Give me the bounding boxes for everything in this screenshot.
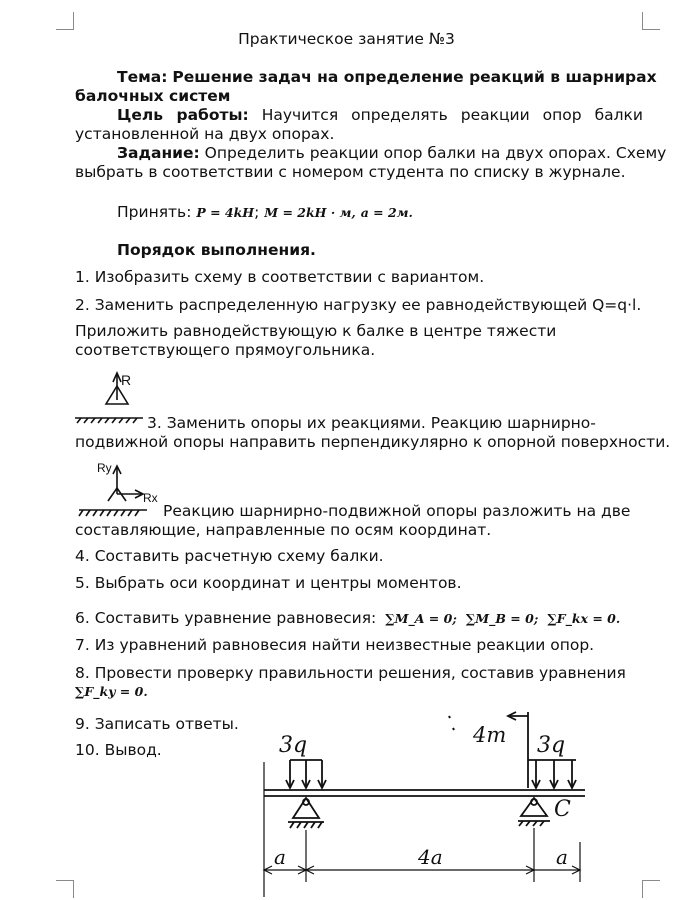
- left-distributed-load: [286, 760, 326, 788]
- step-5: 5. Выбрать оси координат и центры моментов.: [75, 574, 462, 592]
- dimension-label-a-left: a: [274, 845, 286, 869]
- ink-dot: [449, 716, 450, 718]
- tema-line-1: [75, 68, 657, 86]
- accept-separator: ;: [254, 203, 260, 221]
- task-text-1: Определить реакции опор балки на двух опорах. Схему: [204, 144, 667, 162]
- step-3b-line-2: составляющие, направленные по осям координат.: [75, 521, 492, 539]
- step-2-continuation-1: Приложить равнодействующую к балке в центре тяжести: [75, 322, 557, 340]
- task-label: Задание:: [117, 144, 200, 162]
- step-3-line-1: 3. Заменить опоры их реакциями. Реакцию шарнирно-: [147, 414, 596, 432]
- accept-p: P = 4kH: [196, 205, 255, 220]
- step-3b-line-1: Реакцию шарнирно-подвижной опоры разложить на две: [163, 502, 631, 520]
- step-6-equation-fkx: ∑F_kx = 0.: [547, 611, 621, 626]
- pin-support-sketch: [73, 366, 153, 426]
- step-2-continuation-2: соответствующего прямоугольника.: [75, 341, 376, 359]
- crop-mark-top-right: [642, 12, 660, 30]
- left-pin-support: [288, 798, 324, 828]
- reaction-label-ry: Ry: [97, 461, 112, 475]
- goal-text-1: Научится определять реакции опор балки: [261, 106, 643, 124]
- step-1: 1. Изобразить схему в соответствии с вариантом.: [75, 268, 485, 286]
- load-label-left: 3q: [279, 733, 308, 758]
- step-3-line-2: подвижной опоры направить перпендикулярно к опорной поверхности.: [75, 433, 671, 451]
- beam-diagram: [250, 702, 600, 898]
- accept-m: M = 2kH · м,: [264, 205, 356, 220]
- step-9: 9. Записать ответы.: [75, 715, 239, 733]
- step-6-equation-mb: ∑M_B = 0;: [465, 611, 539, 626]
- dimension-label-a-right: a: [556, 845, 568, 869]
- accept-line: [117, 203, 413, 221]
- dimension-label-4a: 4a: [418, 845, 443, 869]
- accept-a: a = 2м.: [360, 205, 413, 220]
- task-line-1: [75, 144, 667, 162]
- ground-hatch: [79, 510, 139, 516]
- step-4: 4. Составить расчетную схему балки.: [75, 547, 384, 565]
- step-8: 8. Провести проверку правильности решения, составив уравнения: [75, 664, 626, 682]
- ink-dot: [453, 728, 454, 730]
- step-10: 10. Вывод.: [75, 741, 162, 759]
- reaction-label-rx: Rx: [143, 491, 158, 505]
- page-title: Практическое занятие №3: [238, 30, 455, 48]
- crop-mark-top-left: [56, 12, 74, 30]
- moment-label: 4m: [473, 723, 507, 747]
- support-label-c: C: [554, 797, 571, 822]
- pin-support-components-sketch: [73, 458, 165, 522]
- crop-mark-bottom-left: [56, 880, 74, 898]
- step-2: 2. Заменить распределенную нагрузку ее равнодействующей Q=q·l.: [75, 296, 642, 314]
- step-6-text: 6. Составить уравнение равновесия:: [75, 609, 377, 627]
- reaction-label-r: R: [121, 372, 132, 388]
- accept-label: Принять:: [117, 203, 192, 221]
- moment-mark: [508, 712, 528, 788]
- right-distributed-load: [528, 760, 576, 788]
- tema-label: Тема:: [117, 68, 168, 86]
- step-6-equation-ma: ∑M_A = 0;: [385, 611, 457, 626]
- step-8-equation-fky: ∑F_ky = 0.: [75, 684, 148, 699]
- crop-mark-bottom-right: [642, 880, 660, 898]
- step-6: [75, 609, 620, 627]
- right-pin-support: [518, 798, 550, 826]
- load-label-right: 3q: [537, 733, 566, 758]
- order-heading: Порядок выполнения.: [117, 241, 316, 259]
- task-line-2: выбрать в соответствии с номером студента по списку в журнале.: [75, 163, 626, 181]
- goal-line-2: установленной на двух опорах.: [75, 125, 335, 143]
- step-7: 7. Из уравнений равновесия найти неизвестные реакции опор.: [75, 636, 595, 654]
- tema-line-2: балочных систем: [75, 87, 231, 105]
- tema-text-1: Решение задач на определение реакций в шарнирах: [172, 68, 657, 86]
- goal-label: Цель работы:: [117, 106, 249, 124]
- goal-line-1: [75, 106, 643, 124]
